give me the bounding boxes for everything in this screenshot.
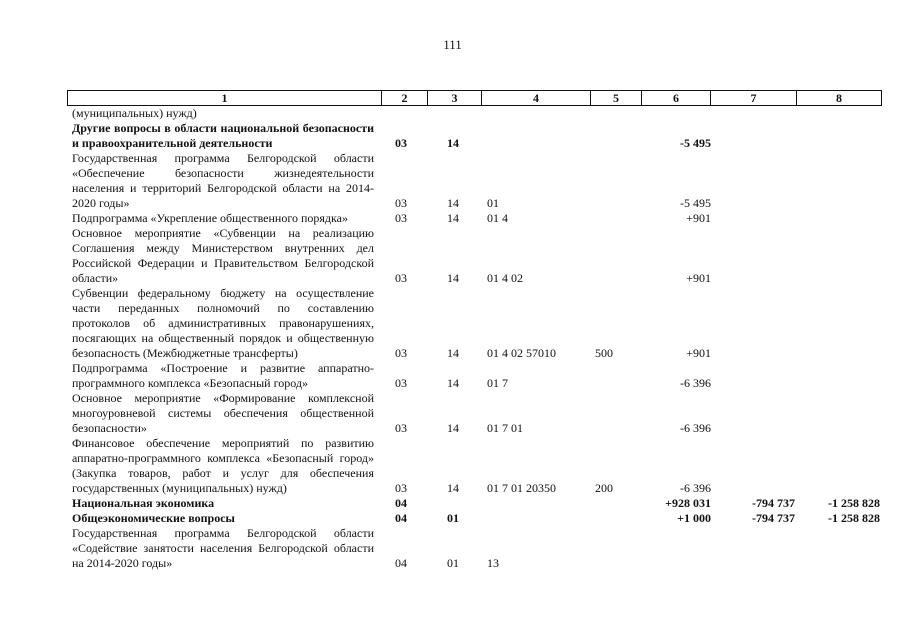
subsection-code: 14: [447, 346, 459, 360]
row-description: Финансовое обеспечение мероприятий по развитию аппаратно-программного комплекса «Безопасный город» (Закупка товаров, работ и услуг для обеспечения государственных (муниципальных) нужд): [72, 436, 374, 495]
table-row: [72, 286, 887, 361]
section-code: 03: [395, 481, 407, 495]
target-article-code: 13: [487, 556, 499, 570]
table-row: [72, 121, 887, 151]
subsection-code: 14: [447, 421, 459, 435]
table-row: [72, 436, 887, 496]
row-description: Субвенции федеральному бюджету на осуществление части переданных полномочий по составлению протоколов об административных правонарушениях, посягающих на общественный порядок и общественную безопасность (Межбюджетные трансферты): [72, 286, 374, 360]
header-col-2: 2: [381, 91, 427, 105]
amount-2018: +901: [686, 271, 711, 285]
row-description: Основное мероприятие «Субвенции на реализацию Соглашения между Министерством внутренних дел Российской Федерации и Правительством Белгородской области»: [72, 226, 374, 285]
section-code: 03: [395, 346, 407, 360]
subsection-code: 14: [447, 211, 459, 225]
row-description: Подпрограмма «Укрепление общественного порядка»: [72, 211, 348, 225]
subsection-code: 14: [447, 376, 459, 390]
target-article-code: 01 7: [487, 376, 508, 390]
table-header-row: [67, 90, 882, 106]
target-article-code: 01 4: [487, 211, 508, 225]
table-row: [72, 391, 887, 436]
table-row: [72, 361, 887, 391]
header-col-3: 3: [427, 91, 481, 105]
header-col-4: 4: [481, 91, 590, 105]
amount-2020: -1 258 828: [828, 496, 880, 510]
row-description: Национальная экономика: [72, 496, 215, 510]
subsection-code: 14: [447, 196, 459, 210]
table-row: [72, 496, 887, 511]
subsection-code: 14: [447, 481, 459, 495]
table-row: [72, 211, 887, 226]
target-article-code: 01: [487, 196, 499, 210]
amount-2018: +901: [686, 211, 711, 225]
header-col-1: 1: [221, 91, 228, 105]
section-code: 03: [395, 271, 407, 285]
header-col-8: 8: [796, 91, 881, 105]
target-article-code: 01 7 01 20350: [487, 481, 556, 495]
amount-2018: -5 495: [680, 196, 711, 210]
subsection-code: 14: [447, 271, 459, 285]
expense-type-code: 500: [595, 346, 613, 360]
amount-2018: -6 396: [680, 481, 711, 495]
section-code: 04: [395, 496, 407, 510]
row-description: Основное мероприятие «Формирование комплексной многоуровневой системы обеспечения общественной безопасности»: [72, 391, 374, 435]
amount-2018: -6 396: [680, 376, 711, 390]
header-col-7: 7: [710, 91, 796, 105]
target-article-code: 01 7 01: [487, 421, 523, 435]
amount-2018: +928 031: [665, 496, 711, 510]
section-code: 03: [395, 421, 407, 435]
subsection-code: 01: [447, 511, 459, 525]
table-row: [72, 226, 887, 286]
row-description: Государственная программа Белгородской области «Обеспечение безопасности жизнедеятельности населения и территорий Белгородской области на 2014-2020 годы»: [72, 151, 374, 210]
section-code: 03: [395, 211, 407, 225]
amount-2019: -794 737: [752, 511, 795, 525]
row-description: Государственная программа Белгородской области «Содействие занятости населения Белгородской области на 2014-2020 годы»: [72, 526, 374, 570]
amount-2018: -5 495: [680, 136, 711, 150]
amount-2020: -1 258 828: [828, 511, 880, 525]
section-code: 03: [395, 376, 407, 390]
table-row: [72, 106, 887, 121]
expense-type-code: 200: [595, 481, 613, 495]
amount-2019: -794 737: [752, 496, 795, 510]
header-col-6: 6: [641, 91, 710, 105]
table-row: [72, 511, 887, 526]
amount-2018: +1 000: [677, 511, 711, 525]
section-code: 04: [395, 511, 407, 525]
page-number: 111: [443, 37, 462, 52]
subsection-code: 14: [447, 136, 459, 150]
target-article-code: 01 4 02 57010: [487, 346, 556, 360]
section-code: 03: [395, 196, 407, 210]
section-code: 04: [395, 556, 407, 570]
table-body: [72, 106, 887, 571]
section-code: 03: [395, 136, 407, 150]
amount-2018: +901: [686, 346, 711, 360]
row-description: Подпрограмма «Построение и развитие аппаратно-программного комплекса «Безопасный город»: [72, 361, 374, 390]
header-col-5: 5: [590, 91, 641, 105]
row-description: Другие вопросы в области национальной безопасности и правоохранительной деятельности: [72, 121, 374, 150]
target-article-code: 01 4 02: [487, 271, 523, 285]
table-row: [72, 526, 887, 571]
amount-2018: -6 396: [680, 421, 711, 435]
row-description: Общеэкономические вопросы: [72, 511, 235, 525]
row-description: (муниципальных) нужд): [72, 106, 197, 120]
table-row: [72, 151, 887, 211]
subsection-code: 01: [447, 556, 459, 570]
